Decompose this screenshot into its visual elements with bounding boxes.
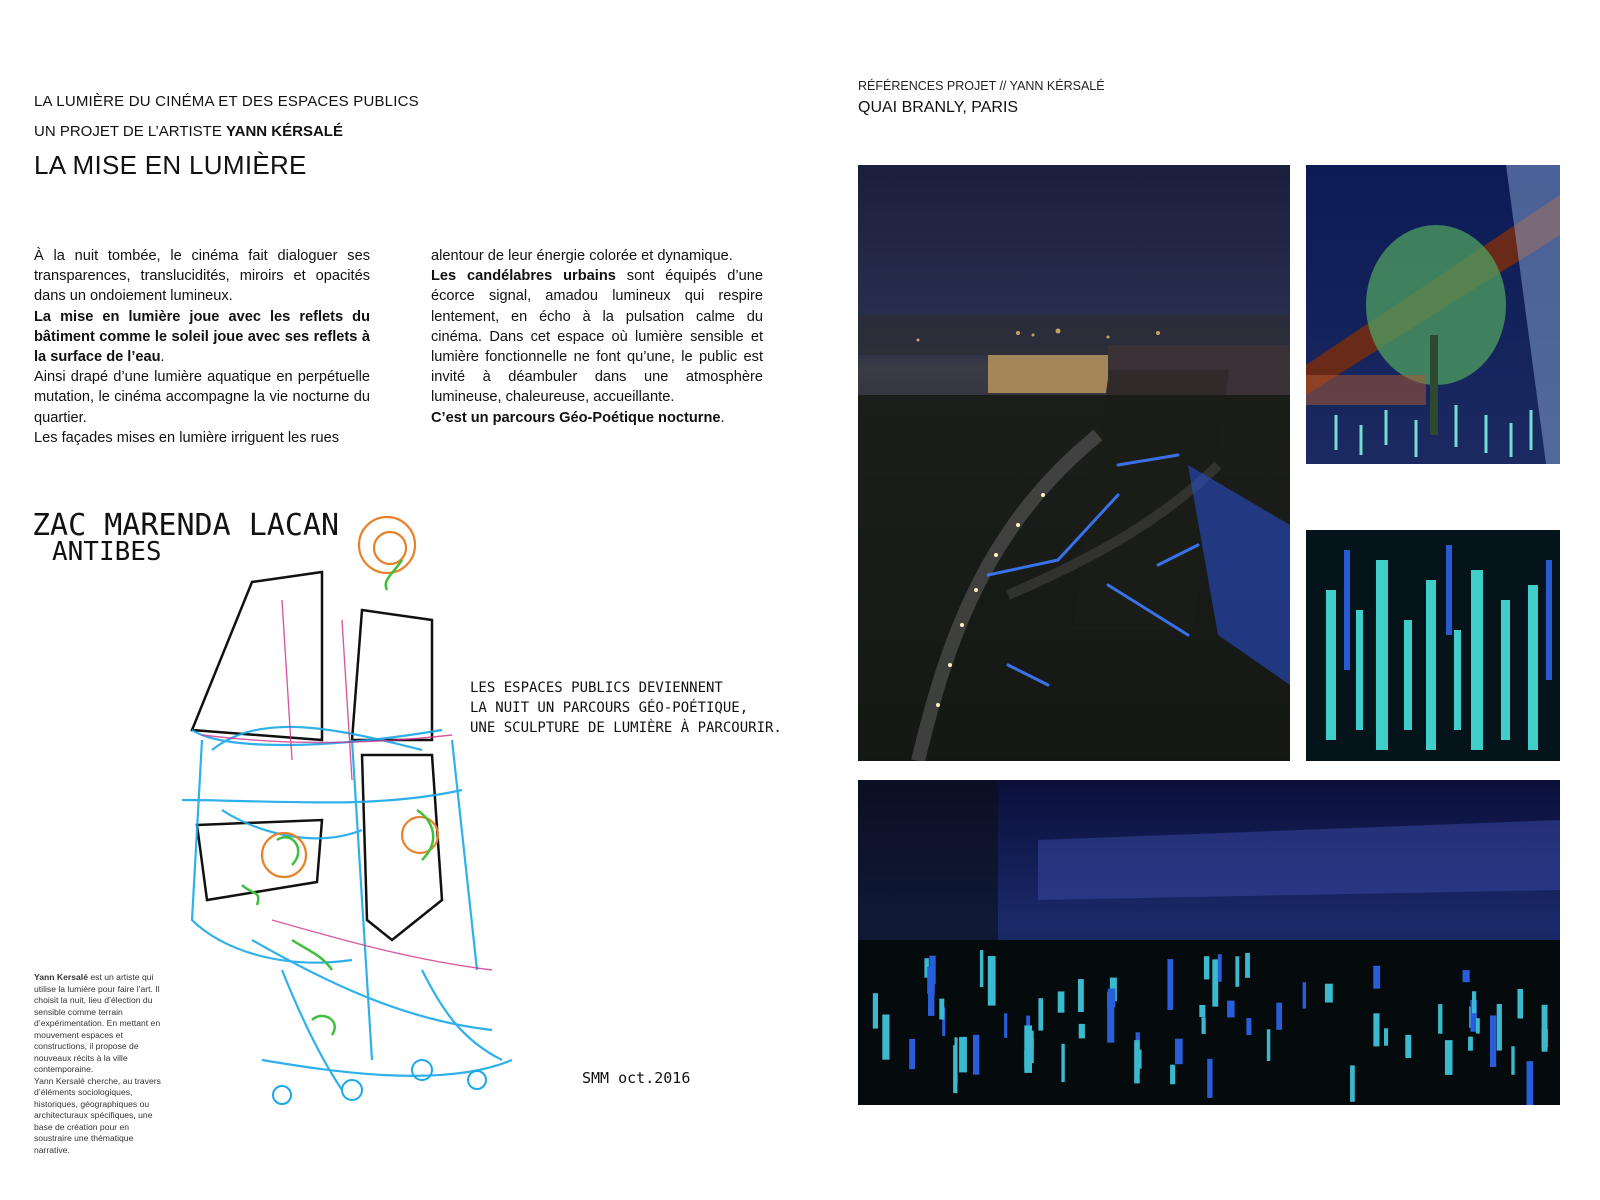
paragraph [34,307,370,368]
sketch-note-line3: UNE SCULPTURE DE LUMIÈRE À PARCOURIR. [470,720,782,736]
sketch-title-line2: ANTIBES [52,537,162,567]
photo-tree-light-poles [1306,165,1560,464]
paragraph: À la nuit tombée, le cinéma fait dialoguer ses transparences, translucidités, miroirs et opacités dans un ondoiement lumineux. [34,248,370,305]
sketch-buildings [192,572,442,940]
body-column-left [34,246,370,448]
paragraph: Ainsi drapé d’une lumière aquatique en perpétuelle mutation, le cinéma accompagne la vie nocturne du quartier. [34,369,370,426]
artist-bio [34,972,162,1156]
photo-light-field-panorama [858,780,1560,1105]
sketch-note-line1: LES ESPACES PUBLICS DEVIENNENT [470,680,723,696]
paragraph: alentour de leur énergie colorée et dynamique. [431,248,733,264]
paragraph: Les façades mises en lumière irriguent les rues [34,429,339,446]
sketch-signature: SMM oct.2016 [582,1069,691,1087]
artist-line-prefix: UN PROJET DE L’ARTISTE [34,123,226,140]
emphasis: La mise en lumière joue avec les reflets du bâtiment comme le soleil joue avec ses reflets à la surface de l’eau [34,308,370,366]
punctuation: . [720,409,725,426]
page-title: LA MISE EN LUMIÈRE [34,150,307,180]
bio-name: Yann Kersalé [34,972,88,982]
references-label: RÉFÉRENCES PROJET // YANN KÉRSALÉ [858,79,1105,93]
sketch-title-line1: ZAC MARENDA LACAN [32,508,340,543]
photo-aerial-garden [858,165,1290,761]
section-kicker: LA LUMIÈRE DU CINÉMA ET DES ESPACES PUBLICS [34,93,419,110]
paragraph-text: sont équipés d’une écorce signal, amadou lumineux qui respire lentement, en écho à la pulsation calme du cinéma. Dans cet espace où lumière sensible et lumière fonctionnelle ne font qu’une, le public est invité à déambuler dans une atmosphère lumineuse, chaleureuse, accueillante. [431,268,763,406]
paragraph [431,266,763,407]
sketch-light-paths [182,727,512,1090]
sketch-note-line2: LA NUIT UN PARCOURS GÉO-POÉTIQUE, [470,700,749,716]
artist-line [34,123,343,140]
bio-text: est un artiste qui utilise la lumière pour faire l’art. Il choisit la nuit, lieu d’élection du sensible comme terrain d’expérimentation. En mettant en mouvement espaces et constructions, il propose de nouveaux récits à la ville contemporaine. [34,972,161,1074]
paragraph [431,408,763,428]
body-column-right [431,246,763,428]
emphasis: C’est un parcours Géo-Poétique nocturne [431,409,721,426]
references-location: QUAI BRANLY, PARIS [858,99,1019,116]
emphasis: Les candélabres urbains [431,268,616,285]
bio-text-2: Yann Kersalé cherche, au travers d’éléments sociologiques, historiques, géographiques ou architecturaux spécifiques, une base de création pour en soustraire une thématique narrative. [34,1075,161,1155]
artist-name: YANN KÉRSALÉ [226,123,343,140]
punctuation: . [160,349,165,366]
photo-light-columns-closeup [1306,530,1560,761]
